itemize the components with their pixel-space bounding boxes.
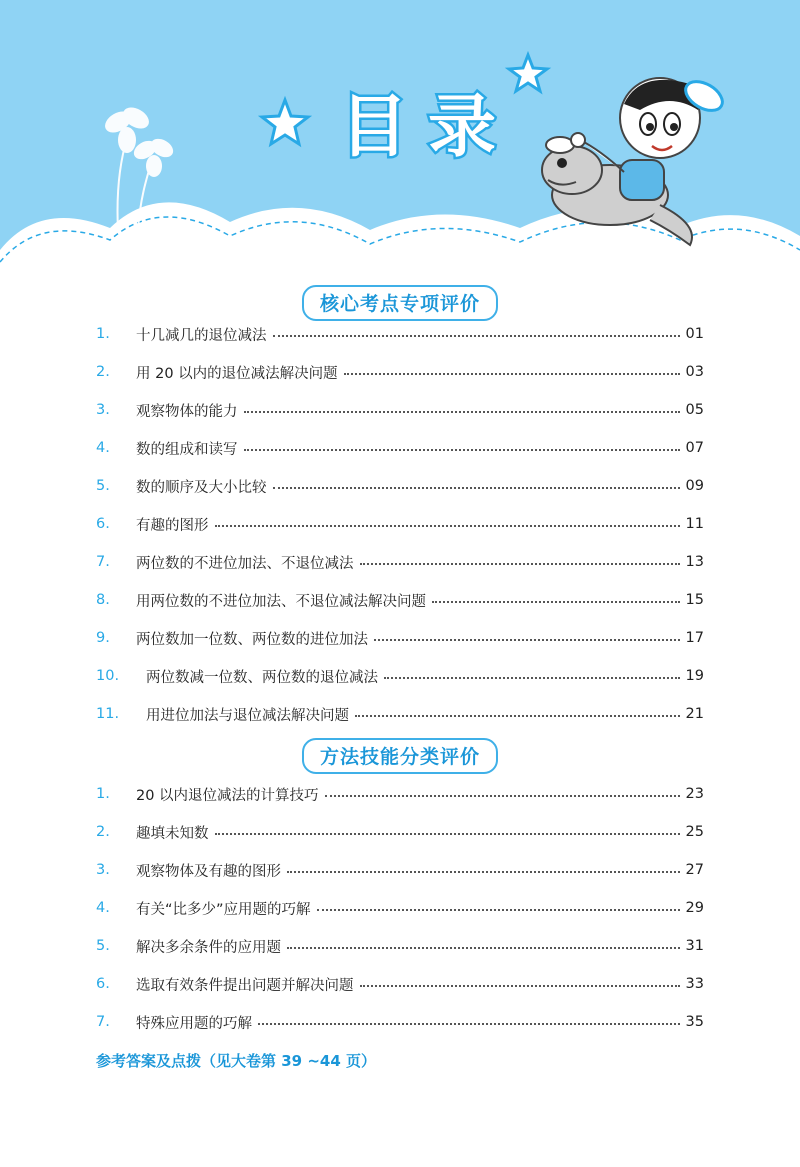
- toc-item-number: 2.: [96, 364, 110, 380]
- leader-dots: [215, 833, 680, 835]
- title-char-lu: 录: [428, 88, 497, 167]
- toc-item[interactable]: [96, 782, 704, 806]
- toc-item-title: 选取有效条件提出问题并解决问题: [136, 977, 354, 994]
- leader-dots: [384, 677, 680, 679]
- toc-item-page: 11: [685, 516, 704, 532]
- toc-item-title: 数的顺序及大小比较: [136, 479, 267, 496]
- toc-item-page: 25: [685, 824, 704, 840]
- toc-item-number: 9.: [96, 630, 110, 646]
- toc-item-page: 07: [685, 440, 704, 456]
- toc-item-page: 09: [685, 478, 704, 494]
- toc-item-page: 19: [685, 668, 704, 684]
- toc-item-title: 两位数减一位数、两位数的退位减法: [146, 669, 378, 686]
- toc-item-number: 10.: [96, 668, 120, 684]
- toc-item[interactable]: [96, 436, 704, 460]
- toc-item-title: 用两位数的不进位加法、不退位减法解决问题: [136, 593, 426, 610]
- leader-dots: [287, 871, 680, 873]
- toc-item-number: 11.: [96, 706, 120, 722]
- toc-item-page: 01: [685, 326, 704, 342]
- toc-item-page: 31: [685, 938, 704, 954]
- leader-dots: [355, 715, 680, 717]
- toc-item-number: 1.: [96, 326, 110, 342]
- toc-item-page: 23: [685, 786, 704, 802]
- toc-item-number: 8.: [96, 592, 110, 608]
- toc-item-number: 6.: [96, 976, 110, 992]
- toc-item-title: 观察物体的能力: [136, 403, 238, 420]
- header-banner: [0, 0, 800, 280]
- toc-item-title: 十几减几的退位减法: [136, 327, 267, 344]
- toc-item-title: 有趣的图形: [136, 517, 209, 534]
- leader-dots: [244, 411, 680, 413]
- toc-item[interactable]: [96, 820, 704, 844]
- toc-item-number: 7.: [96, 554, 110, 570]
- leader-dots: [432, 601, 680, 603]
- toc-item[interactable]: [96, 702, 704, 726]
- toc-item-title: 数的组成和读写: [136, 441, 238, 458]
- toc-item-page: 33: [685, 976, 704, 992]
- toc-item-number: 1.: [96, 786, 110, 802]
- header-illustration: [0, 0, 800, 280]
- leader-dots: [344, 373, 680, 375]
- answer-key-note[interactable]: 参考答案及点拨（见大卷第 39 ~44 页）: [96, 1052, 376, 1070]
- toc-item-number: 6.: [96, 516, 110, 532]
- toc-item-number: 3.: [96, 402, 110, 418]
- toc-item-number: 5.: [96, 938, 110, 954]
- toc-item[interactable]: [96, 934, 704, 958]
- toc-item-number: 4.: [96, 900, 110, 916]
- toc-item-title: 两位数的不进位加法、不退位减法: [136, 555, 354, 572]
- toc-item-page: 15: [685, 592, 704, 608]
- toc-item[interactable]: [96, 1010, 704, 1034]
- toc-item[interactable]: [96, 322, 704, 346]
- toc-item-page: 03: [685, 364, 704, 380]
- toc-item[interactable]: [96, 550, 704, 574]
- title-char-mu: 目: [340, 88, 409, 167]
- toc-item-page: 17: [685, 630, 704, 646]
- toc-item-page: 35: [685, 1014, 704, 1030]
- toc-item-page: 05: [685, 402, 704, 418]
- toc-item[interactable]: [96, 896, 704, 920]
- toc-item-title: 解决多余条件的应用题: [136, 939, 281, 956]
- leader-dots: [360, 985, 680, 987]
- toc-item[interactable]: [96, 512, 704, 536]
- toc-item-number: 4.: [96, 440, 110, 456]
- toc-item[interactable]: [96, 360, 704, 384]
- toc-item[interactable]: [96, 588, 704, 612]
- leader-dots: [325, 795, 680, 797]
- leader-dots: [317, 909, 680, 911]
- toc-item-title: 20 以内退位减法的计算技巧: [136, 787, 319, 804]
- section-title-core: 核心考点专项评价: [302, 285, 498, 321]
- toc-item-page: 27: [685, 862, 704, 878]
- leader-dots: [273, 335, 680, 337]
- leader-dots: [244, 449, 680, 451]
- toc-item-title: 观察物体及有趣的图形: [136, 863, 281, 880]
- toc-item[interactable]: [96, 858, 704, 882]
- section-title-method: 方法技能分类评价: [302, 738, 498, 774]
- toc-item-number: 2.: [96, 824, 110, 840]
- toc-item[interactable]: [96, 972, 704, 996]
- leader-dots: [273, 487, 680, 489]
- toc-item-title: 用进位加法与退位减法解决问题: [146, 707, 349, 724]
- toc-item-page: 29: [685, 900, 704, 916]
- toc-item-title: 两位数加一位数、两位数的进位加法: [136, 631, 368, 648]
- toc-item-title: 有关“比多少”应用题的巧解: [136, 901, 311, 918]
- leader-dots: [258, 1023, 680, 1025]
- toc-item-page: 13: [685, 554, 704, 570]
- toc-item[interactable]: [96, 398, 704, 422]
- toc-item-page: 21: [685, 706, 704, 722]
- leader-dots: [360, 563, 680, 565]
- toc-item[interactable]: [96, 626, 704, 650]
- toc-item[interactable]: [96, 474, 704, 498]
- leader-dots: [374, 639, 680, 641]
- toc-item-number: 5.: [96, 478, 110, 494]
- leader-dots: [287, 947, 680, 949]
- toc-item-title: 趣填未知数: [136, 825, 209, 842]
- toc-item-number: 7.: [96, 1014, 110, 1030]
- toc-item[interactable]: [96, 664, 704, 688]
- leader-dots: [215, 525, 680, 527]
- toc-item-title: 用 20 以内的退位减法解决问题: [136, 365, 338, 382]
- toc-item-number: 3.: [96, 862, 110, 878]
- toc-item-title: 特殊应用题的巧解: [136, 1015, 252, 1032]
